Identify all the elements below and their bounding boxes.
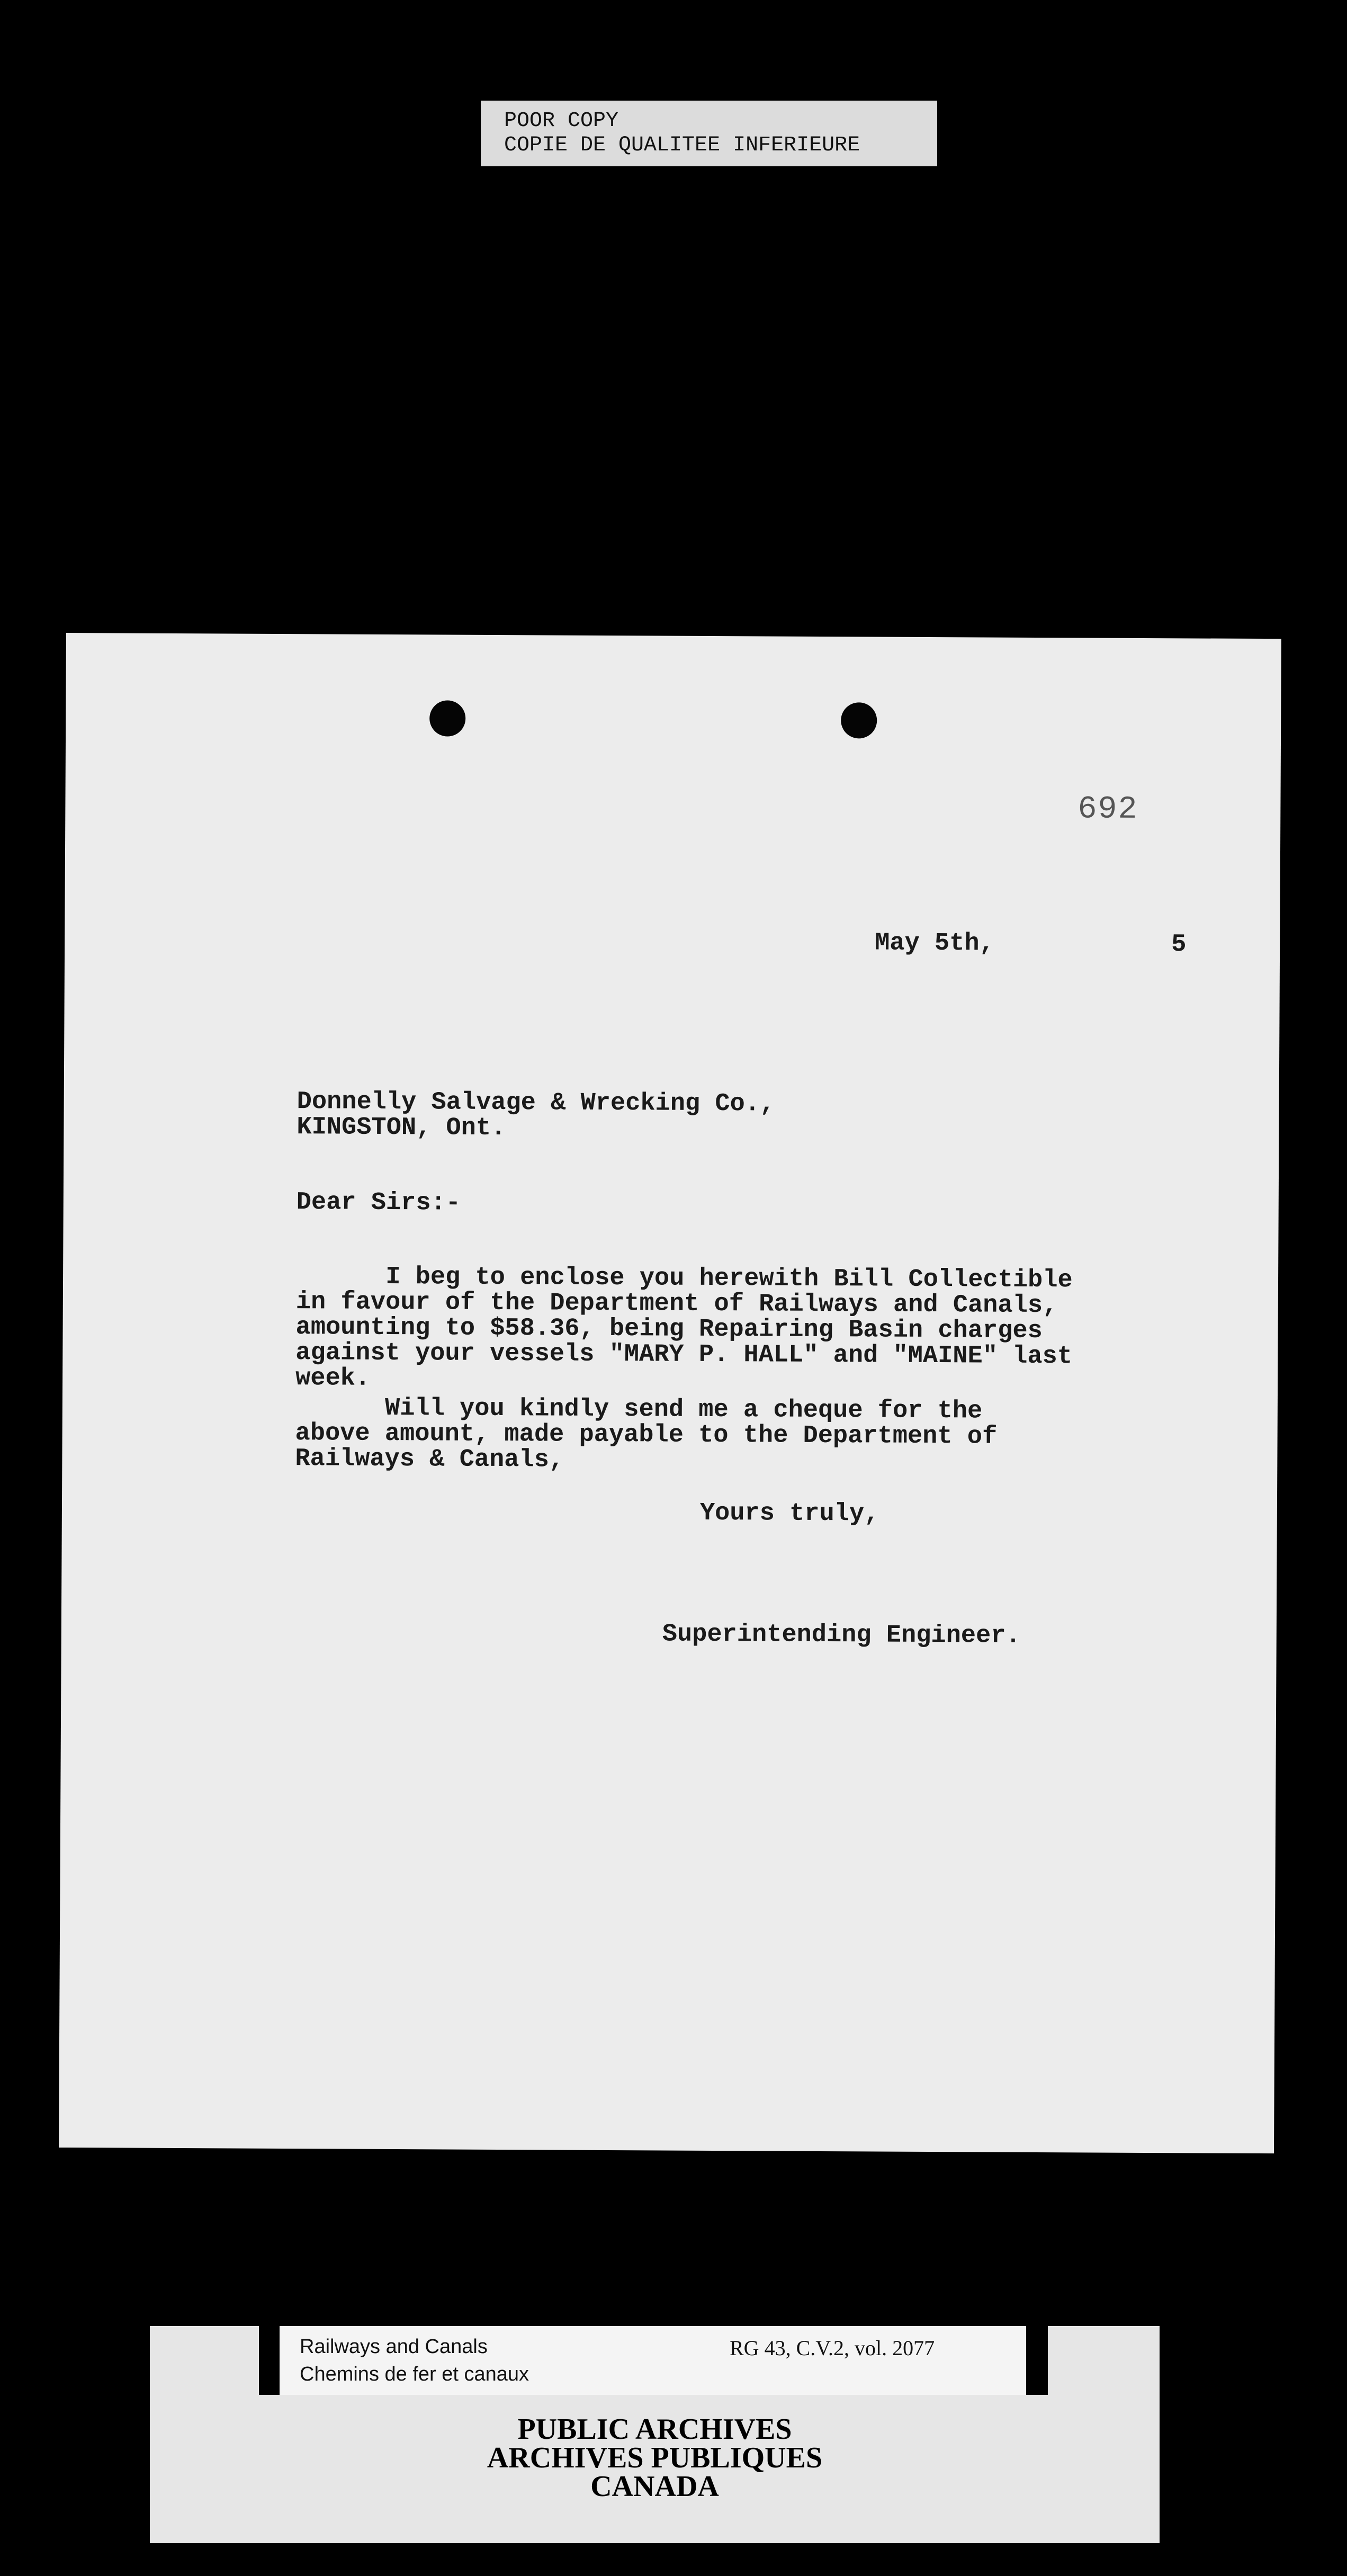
paragraph-line: amounting to $58.36, being Repairing Basin charges bbox=[295, 1313, 1043, 1346]
archive-title-country: CANADA bbox=[590, 2470, 719, 2503]
page-number: 5 bbox=[1171, 931, 1187, 959]
file-number: 692 bbox=[1077, 791, 1138, 828]
series-name-fr: Chemins de fer et canaux bbox=[300, 2363, 529, 2385]
archive-title bbox=[150, 2415, 1160, 2501]
archive-label bbox=[150, 2326, 1160, 2543]
paragraph-cheque bbox=[295, 1396, 1143, 1476]
record-group-reference: RG 43, C.V.2, vol. 2077 bbox=[730, 2336, 935, 2360]
archive-title-fr: ARCHIVES PUBLIQUES bbox=[487, 2441, 823, 2474]
letter-date: May 5th, bbox=[875, 929, 994, 958]
paragraph-bill bbox=[295, 1264, 1143, 1396]
letter-page bbox=[59, 633, 1281, 2153]
salutation: Dear Sirs:- bbox=[296, 1188, 461, 1218]
closing: Yours truly, bbox=[699, 1499, 879, 1528]
stamp-line-en: POOR COPY bbox=[504, 109, 619, 133]
paragraph-line: I beg to enclose you herewith Bill Collectible bbox=[295, 1263, 1073, 1295]
paragraph-line: Will you kindly send me a cheque for the bbox=[295, 1394, 983, 1426]
signature-title: Superintending Engineer. bbox=[662, 1620, 1021, 1650]
archive-title-en: PUBLIC ARCHIVES bbox=[517, 2413, 792, 2446]
paragraph-line: above amount, made payable to the Department of bbox=[295, 1419, 998, 1451]
paragraph-line: week. bbox=[295, 1364, 371, 1393]
paragraph-line: against your vessels "MARY P. HALL" and "MAINE" last bbox=[295, 1339, 1073, 1371]
paragraph-line: in favour of the Department of Railways and Canals, bbox=[295, 1288, 1058, 1320]
series-name-en: Railways and Canals bbox=[300, 2336, 488, 2358]
paragraph-line: Railways & Canals, bbox=[295, 1445, 564, 1474]
poor-copy-stamp bbox=[481, 101, 937, 166]
recipient-city: KINGSTON, Ont. bbox=[297, 1113, 506, 1143]
stamp-line-fr: COPIE DE QUALITEE INFERIEURE bbox=[504, 133, 860, 157]
archive-reference-card bbox=[280, 2326, 1026, 2395]
recipient-name: Donnelly Salvage & Wrecking Co., bbox=[297, 1088, 775, 1119]
letter-body bbox=[59, 633, 1281, 2153]
